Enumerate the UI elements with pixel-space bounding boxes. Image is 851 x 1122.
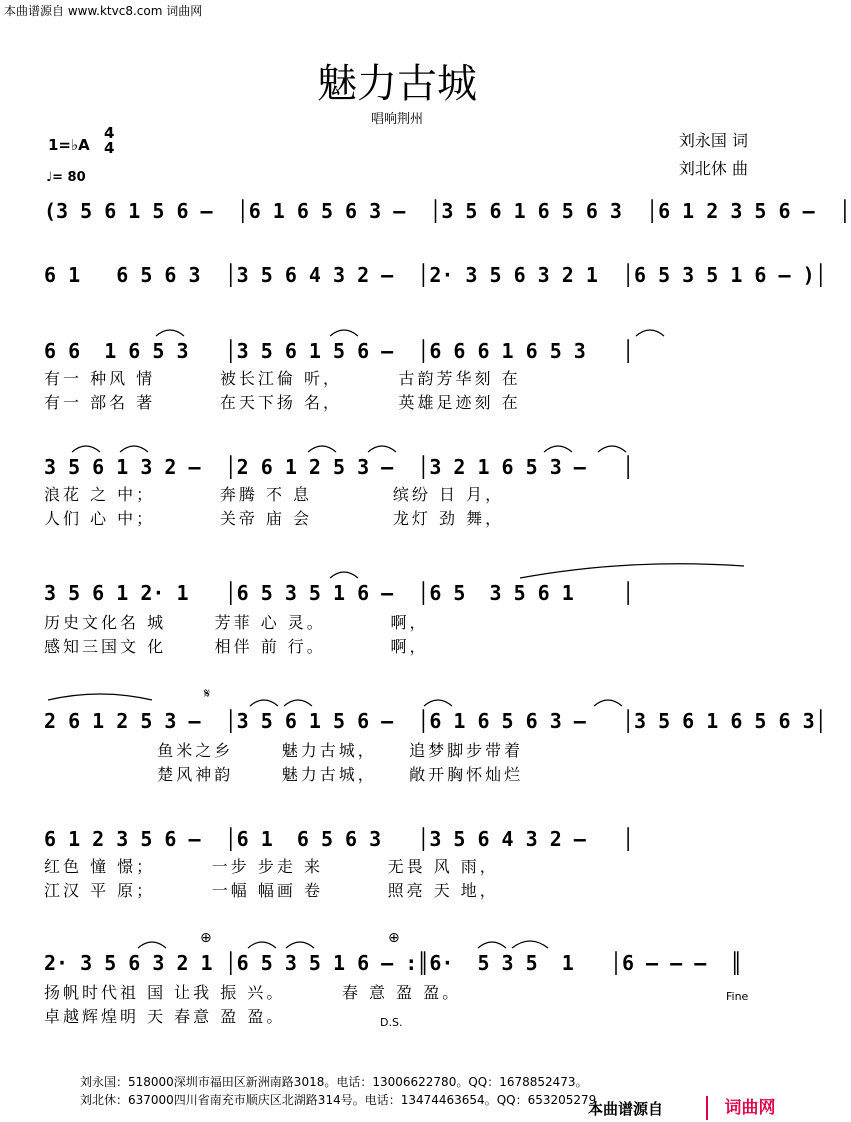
lyric-verse1-line-6: 鱼米之乡 魅力古城， 追梦脚步带着 — [44, 741, 524, 760]
slur — [48, 694, 152, 700]
lyric-verse2-line-7: 江汉 平 原； 一幅 幅画 卷 照亮 天 地， — [44, 881, 499, 900]
slur — [512, 941, 548, 948]
notation-line-8: 2· 3 5 6 3 2 1 │6 5 3 5 1 6 – :║6· 5 3 5 1 │6 – – – ║ — [44, 951, 743, 975]
slur — [120, 446, 148, 452]
slur — [636, 330, 664, 336]
tempo-marking: ♩= 80 — [46, 170, 86, 185]
time-signature-top: 4 — [104, 124, 115, 142]
ds-mark: D.S. — [380, 1016, 403, 1029]
lyric-verse2-line-4: 人们 心 中； 关帝 庙 会 龙灯 劲 舞， — [44, 509, 505, 528]
song-title: 魅力古城 — [317, 61, 477, 107]
lyric-verse1-line-3: 有一 种风 情 被长江倫 听， 古韵芳华刻 在 — [44, 369, 521, 388]
notation-line-7: 6 1 2 3 5 6 – │6 1 6 5 6 3 │3 5 6 4 3 2 – │ — [44, 827, 635, 851]
footer-contact-composer: 刘北休：637000四川省南充市顺庆区北湖路314号。电话：13474463654。QQ：653205279 — [80, 1093, 597, 1107]
slur — [250, 700, 278, 706]
lyric-verse1-line-4: 浪花 之 中； 奔腾 不 息 缤纷 日 月， — [44, 485, 505, 504]
slur — [248, 942, 276, 948]
site-logo-badge: 词曲网 — [706, 1096, 792, 1120]
lyricist-credit: 刘永国 词 — [678, 131, 748, 150]
time-signature-bottom: 4 — [104, 139, 115, 157]
slur — [478, 942, 506, 948]
lyric-verse2-line-5: 感知三国文 化 相伴 前 行。 啊， — [44, 637, 429, 656]
source-logo-text: 本曲谱源自 — [588, 1100, 664, 1118]
slur — [72, 446, 100, 452]
lyric-verse2-line-6: 楚风神韵 魅力古城， 敞开胸怀灿烂 — [44, 765, 524, 784]
time-signature — [104, 126, 114, 156]
segno-mark: 𝄋 — [204, 686, 211, 702]
notation-line-1: (3 5 6 1 5 6 – │6 1 6 5 6 3 – │3 5 6 1 6 5 6 3 │6 1 2 3 5 6 – │ — [44, 199, 851, 223]
lyric-verse1-line-7: 红色 憧 憬； 一步 步走 来 无畏 风 雨， — [44, 857, 499, 876]
slur — [544, 446, 572, 452]
song-subtitle: 唱响荆州 — [370, 112, 423, 127]
slur — [594, 700, 622, 706]
key-signature: 1=♭A — [48, 136, 90, 154]
notation-line-5: 3 5 6 1 2· 1 │6 5 3 5 1 6 – │6 5 3 5 6 1 │ — [44, 581, 635, 605]
slur — [368, 446, 396, 452]
slur — [598, 446, 626, 452]
footer-contact-lyricist: 刘永国：518000深圳市福田区新洲南路3018。电话：13006622780。QQ：1678852473。 — [80, 1075, 588, 1089]
slur — [156, 330, 184, 336]
slur — [284, 700, 312, 706]
lyric-verse1-line-8: 扬帆时代祖 国 让我 振 兴。 春 意 盈 盈。 — [44, 983, 462, 1002]
slur — [286, 942, 314, 948]
slur — [330, 330, 358, 336]
coda-mark-1: ⊕ — [200, 930, 212, 946]
lyric-verse2-line-8: 卓越辉煌明 天 春意 盈 盈。 — [44, 1007, 286, 1026]
notation-line-4: 3 5 6 1 3 2 – │2 6 1 2 5 3 – │3 2 1 6 5 3 – │ — [44, 455, 635, 479]
notation-line-6: 2 6 1 2 5 3 – │3 5 6 1 5 6 – │6 1 6 5 6 3 – │3 5 6 1 6 5 6 3│ — [44, 709, 827, 733]
fine-mark: Fine — [726, 990, 749, 1003]
lyric-verse2-line-3: 有一 部名 著 在天下扬 名， 英雄足迹刻 在 — [44, 393, 521, 412]
notation-line-2: 6 1 6 5 6 3 │3 5 6 4 3 2 – │2· 3 5 6 3 2 1 │6 5 3 5 1 6 – )│ — [44, 263, 827, 287]
site-header-text: 本曲谱源自 www.ktvc8.com 词曲网 — [4, 4, 203, 18]
slur — [520, 564, 744, 578]
notation-line-3: 6 6 1 6 5 3 │3 5 6 1 5 6 – │6 6 6 1 6 5 3 │ — [44, 339, 635, 363]
lyric-verse1-line-5: 历史文化名 城 芳菲 心 灵。 啊， — [44, 613, 429, 632]
composer-credit: 刘北休 曲 — [678, 159, 748, 178]
slur — [308, 446, 336, 452]
slur — [424, 700, 452, 706]
slur — [330, 572, 358, 578]
coda-mark-2: ⊕ — [388, 930, 400, 946]
slur — [138, 942, 166, 948]
